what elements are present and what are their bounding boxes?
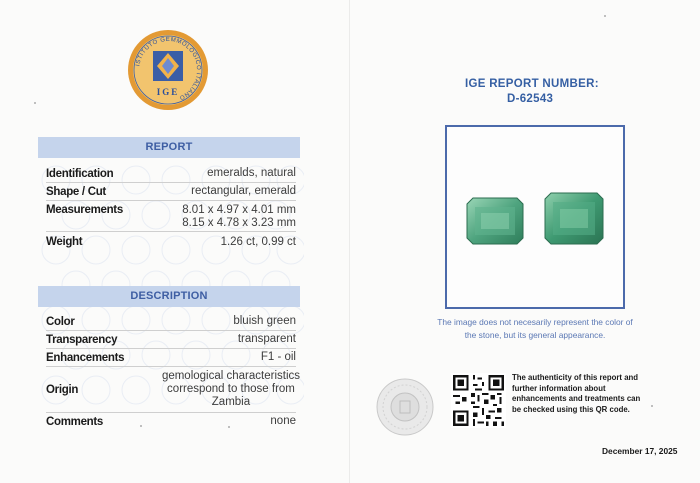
logo-ring-text: ISTITUTO GEMMOLOGICO ITALIANO — [135, 36, 202, 101]
right-panel — [350, 0, 700, 483]
description-section-header: DESCRIPTION — [38, 286, 300, 307]
row-identification — [46, 165, 296, 183]
report-section-header: REPORT — [38, 137, 300, 158]
row-value: 1.26 ct, 0.99 ct — [220, 235, 296, 248]
row-color — [46, 313, 296, 331]
row-measurements — [46, 201, 296, 232]
report-number-label: IGE REPORT NUMBER: — [465, 78, 599, 90]
authenticity-note: The authenticity of this report and further information about enhancements and treatments can be checked using this QR code. — [512, 373, 641, 414]
row-value: none — [270, 415, 296, 427]
row-shape-cut — [46, 183, 296, 201]
report-rows — [46, 165, 296, 252]
gem-photo-frame — [445, 125, 625, 309]
description-rows — [46, 313, 300, 430]
row-value: bluish green — [233, 315, 296, 327]
paper-speck — [651, 405, 653, 407]
row-value: transparent — [237, 333, 296, 345]
emerald-stone-1 — [467, 198, 523, 244]
row-label: Weight — [46, 236, 83, 248]
row-enhancements — [46, 349, 296, 367]
row-origin — [46, 367, 300, 413]
row-value: gemological characteristics correspond to those from Zambia — [161, 370, 300, 408]
row-label: Transparency — [46, 333, 118, 346]
row-label: Identification — [46, 167, 114, 180]
row-label: Comments — [46, 415, 104, 428]
photo-disclaimer: The image does not necesarily represent the color of the stone, but its general appearance. — [437, 317, 633, 340]
row-label: Measurements — [46, 204, 123, 216]
qr-code[interactable] — [451, 373, 506, 428]
paper-speck — [228, 426, 230, 428]
row-value: rectangular, emerald — [191, 185, 296, 197]
paper-speck — [604, 15, 606, 17]
report-number: D-62543 — [507, 93, 554, 105]
paper-speck — [140, 425, 142, 427]
ige-logo — [127, 29, 209, 111]
row-label: Origin — [46, 383, 79, 396]
row-label: Enhancements — [46, 351, 125, 364]
row-comments — [46, 413, 296, 430]
logo-acronym: IGE — [156, 87, 180, 97]
row-value: emeralds, natural — [207, 167, 296, 179]
row-label: Shape / Cut — [46, 185, 106, 198]
embossed-seal-icon — [375, 377, 435, 437]
row-value: F1 - oil — [260, 351, 296, 363]
row-weight — [46, 232, 296, 252]
issue-date: December 17, 2025 — [602, 446, 678, 456]
emerald-stone-2 — [545, 193, 603, 244]
paper-speck — [34, 102, 36, 104]
left-panel — [0, 0, 349, 483]
row-value: 8.01 x 4.97 x 4.01 mm 8.15 x 4.78 x 3.23 mm — [182, 204, 296, 229]
row-transparency — [46, 331, 296, 349]
emerald-photo — [447, 127, 623, 307]
row-label: Color — [46, 315, 75, 328]
